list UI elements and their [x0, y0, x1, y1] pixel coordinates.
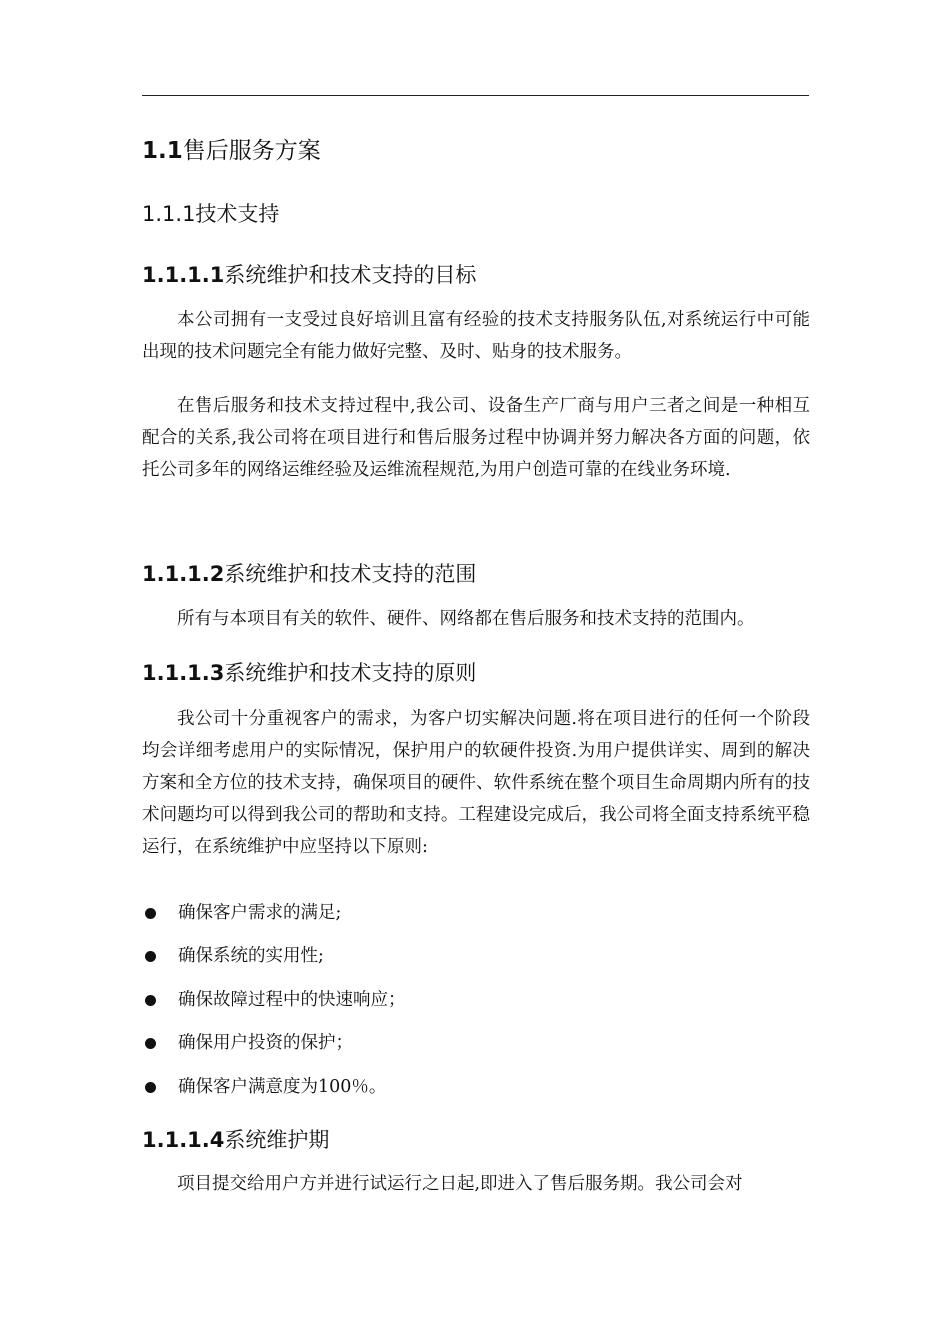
paragraph: 本公司拥有一支受过良好培训且富有经验的技术支持服务队伍,对系统运行中可能出现的技术问题完全有能力做好完整、及时、贴身的技术服务。	[142, 310, 810, 362]
heading-1-1-1-1	[142, 259, 476, 289]
heading-title: 系统维护和技术支持的范围	[224, 562, 477, 586]
heading-title: 系统维护和技术支持的原则	[224, 661, 477, 685]
list-item: 确保客户需求的满足;	[178, 901, 341, 925]
heading-title: 系统维护期	[224, 1128, 330, 1152]
heading-number: 1.1.1.1	[142, 263, 225, 287]
heading-title: 技术支持	[195, 202, 280, 226]
heading-title: 系统维护和技术支持的目标	[224, 263, 477, 287]
list-item: 确保用户投资的保护；	[178, 1031, 353, 1055]
heading-1-1-1-4	[142, 1124, 329, 1154]
heading-number: 1.1.1.2	[142, 562, 225, 586]
heading-1-1-1	[142, 198, 279, 228]
heading-number: 1.1	[142, 138, 183, 164]
paragraph: 所有与本项目有关的软件、硬件、网络都在售后服务和技术支持的范围内。	[177, 609, 755, 629]
list-item: 确保客户满意度为100％。	[178, 1075, 386, 1099]
bullet-dot-icon	[145, 951, 156, 962]
list-item: 确保故障过程中的快速响应；	[178, 988, 406, 1012]
header-rule	[142, 95, 809, 96]
bullet-dot-icon	[145, 995, 156, 1006]
heading-1-1-1-3	[142, 657, 476, 687]
bullet-dot-icon	[145, 1038, 156, 1049]
heading-title: 售后服务方案	[182, 138, 321, 164]
heading-1-1	[142, 132, 321, 165]
heading-number: 1.1.1	[142, 202, 196, 226]
paragraph: 在售后服务和技术支持过程中,我公司、设备生产厂商与用户三者之间是一种相互配合的关系,我公司将在项目进行和售后服务过程中协调并努力解决各方面的问题，依托公司多年的网络运维经验及运维流程规范,为用户创造可靠的在线业务环境.	[142, 396, 810, 480]
list-item: 确保系统的实用性;	[178, 944, 324, 968]
bullet-dot-icon	[145, 908, 156, 919]
heading-1-1-1-2	[142, 558, 476, 588]
paragraph: 项目提交给用户方并进行试运行之日起,即进入了售后服务期。我公司会对	[177, 1174, 743, 1194]
bullet-dot-icon	[145, 1082, 156, 1093]
paragraph: 我公司十分重视客户的需求，为客户切实解决问题.将在项目进行的任何一个阶段均会详细考虑用户的实际情况，保护用户的软硬件投资.为用户提供详实、周到的解决方案和全方位的技术支持，确保项目的硬件、软件系统在整个项目生命周期内所有的技术问题均可以得到我公司的帮助和支持。工程建设完成后，我公司将全面支持系统平稳运行，在系统维护中应坚持以下原则:	[142, 709, 810, 857]
heading-number: 1.1.1.4	[142, 1128, 225, 1152]
heading-number: 1.1.1.3	[142, 661, 225, 685]
